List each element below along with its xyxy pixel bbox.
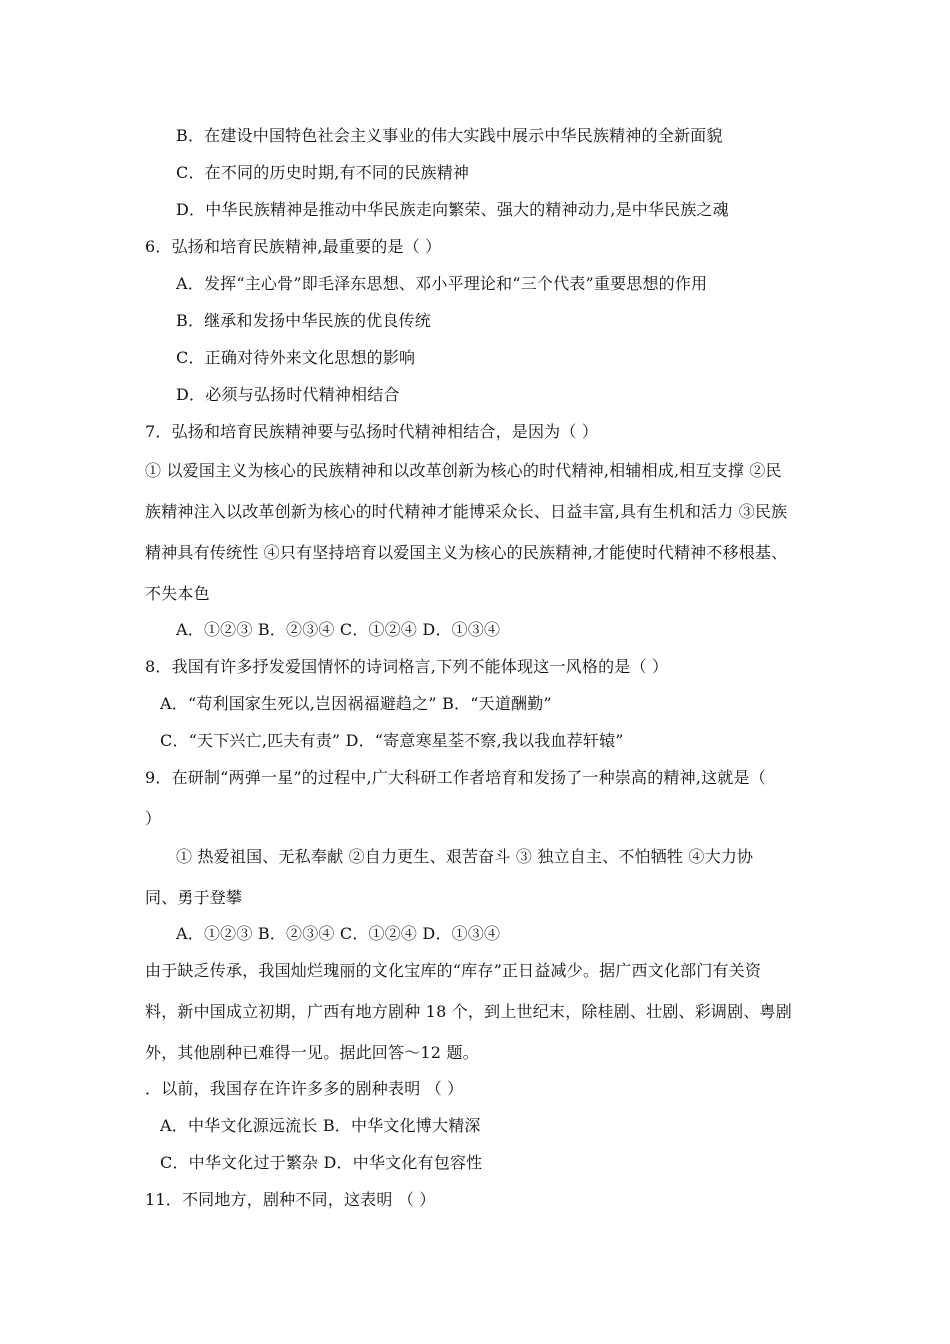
q5-option-b: B．在建设中国特色社会主义事业的伟大实践中展示中华民族精神的全新面貌 [176, 126, 723, 145]
q5-option-c: C．在不同的历史时期,有不同的民族精神 [176, 163, 470, 182]
question-7: 7．弘扬和培育民族精神要与弘扬时代精神相结合，是因为（ ） [145, 422, 599, 441]
q6-option-d: D．必须与弘扬时代精神相结合 [176, 385, 400, 404]
question-11: 11．不同地方，剧种不同，这表明 （ ） [145, 1190, 436, 1209]
q5-option-d: D．中华民族精神是推动中华民族走向繁荣、强大的精神动力,是中华民族之魂 [176, 200, 729, 219]
q6-option-b: B．继承和发扬中华民族的优良传统 [176, 311, 431, 330]
q7-statement-line-4: 不失本色 [145, 584, 210, 603]
question-9-end: ） [145, 809, 162, 828]
q7-statement-line-1: ① 以爱国主义为核心的民族精神和以改革创新为核心的时代精神,相辅相成,相互支撑 ②民 [145, 461, 782, 480]
question-8: 8．我国有许多抒发爱国情怀的诗词格言,下列不能体现这一风格的是（ ） [145, 657, 669, 676]
q10-options-ab: A．中华文化源远流长 B．中华文化博大精深 [160, 1116, 481, 1135]
q8-options-ab: A．“苟利国家生死以,岂因祸福避趋之” B．“天道酬勤” [160, 694, 552, 713]
passage-line-1: 由于缺乏传承，我国灿烂瑰丽的文化宝库的“库存”正日益减少。据广西文化部门有关资 [145, 961, 762, 980]
passage-line-2: 料，新中国成立初期，广西有地方剧种 18 个，到上世纪末，除桂剧、壮剧、彩调剧、粤剧 [145, 1002, 792, 1021]
q7-options: A．①②③ B．②③④ C．①②④ D．①③④ [176, 620, 501, 639]
q10-options-cd: C．中华文化过于繁杂 D．中华文化有包容性 [160, 1153, 483, 1172]
q9-options: A．①②③ B．②③④ C．①②④ D．①③④ [176, 924, 501, 943]
q9-statement-line-1: ① 热爱祖国、无私奉献 ②自力更生、艰苦奋斗 ③ 独立自主、不怕牺牲 ④大力协 [176, 847, 754, 866]
question-9: 9．在研制“两弹一星”的过程中,广大科研工作者培育和发扬了一种崇高的精神,这就是（ [145, 768, 766, 787]
q6-option-c: C．正确对待外来文化思想的影响 [176, 348, 416, 367]
q6-option-a: A．发挥“主心骨”即毛泽东思想、邓小平理论和“三个代表”重要思想的作用 [176, 274, 708, 293]
question-6: 6．弘扬和培育民族精神,最重要的是（ ） [145, 237, 442, 256]
q7-statement-line-2: 族精神注入以改革创新为核心的时代精神才能博采众长、日益丰富,具有生机和活力 ③民族 [145, 502, 788, 521]
q9-statement-line-2: 同、勇于登攀 [145, 888, 243, 907]
q8-options-cd: C．“天下兴亡,匹夫有责” D．“寄意寒星荃不察,我以我血荐轩辕” [160, 731, 624, 750]
q7-statement-line-3: 精神具有传统性 ④只有坚持培育以爱国主义为核心的民族精神,才能使时代精神不移根基、 [145, 543, 788, 562]
passage-line-3: 外，其他剧种已难得一见。据此回答～12 题。 [145, 1043, 479, 1062]
question-10: ．以前，我国存在许许多多的剧种表明 （ ） [145, 1079, 464, 1098]
